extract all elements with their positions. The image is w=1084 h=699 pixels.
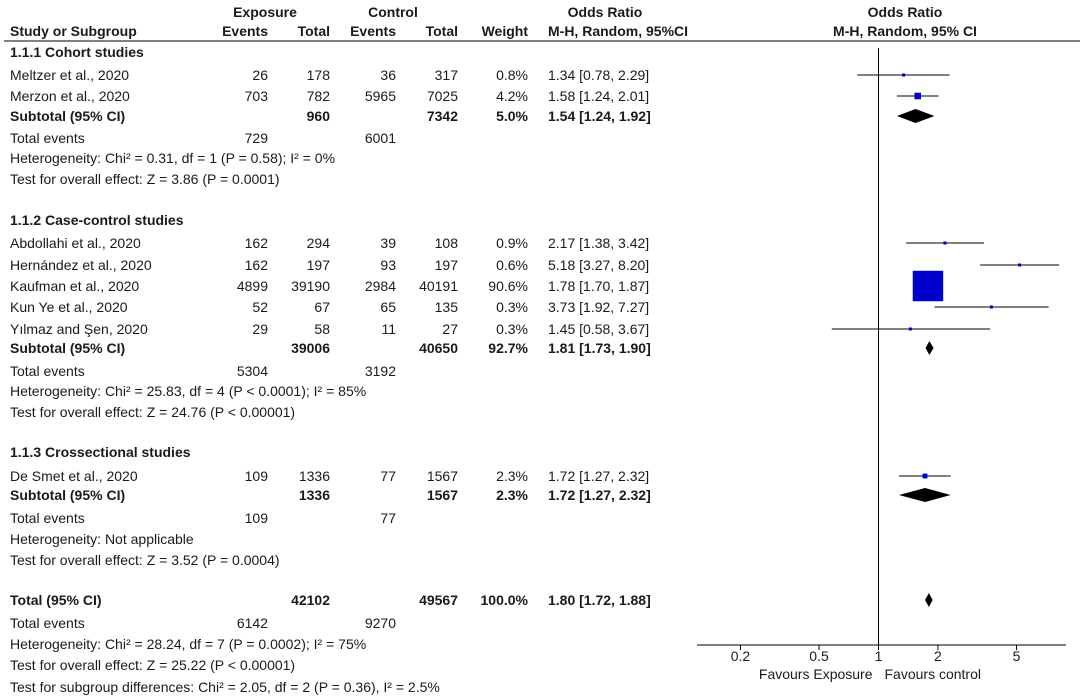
overall-total-weight: 100.0%	[480, 592, 528, 608]
subtotal-diamond	[926, 341, 934, 355]
exposure-events: 703	[244, 88, 268, 104]
total-events-control: 77	[380, 510, 396, 526]
heterogeneity-text: Heterogeneity: Chi² = 25.83, df = 4 (P < 0.0001); I² = 85%	[10, 383, 367, 399]
odds-ratio-method-header: M-H, Random, 95%CI	[548, 23, 689, 39]
study-name: Yılmaz and Şen, 2020	[10, 321, 148, 337]
subtotal-ci: 1.72 [1.27, 2.32]	[548, 487, 651, 503]
study-weight: 4.2%	[496, 88, 528, 104]
total-events-control: 9270	[364, 615, 396, 631]
exposure-events: 26	[252, 67, 268, 83]
overall-effect-text: Test for overall effect: Z = 24.76 (P < 0.00001)	[10, 404, 296, 420]
subtotal-control-total: 1567	[426, 487, 458, 503]
x-tick-label: 5	[1012, 648, 1021, 664]
control-total-header: Total	[425, 23, 458, 39]
total-events-label: Total events	[10, 363, 85, 379]
exposure-total: 67	[314, 299, 330, 315]
total-events-control: 3192	[364, 363, 396, 379]
exposure-events: 52	[252, 299, 268, 315]
odds-ratio-header: Odds Ratio	[567, 4, 643, 20]
exposure-total: 39190	[291, 278, 330, 294]
study-ci: 1.58 [1.24, 2.01]	[548, 88, 650, 104]
exposure-events: 29	[252, 321, 268, 337]
exposure-total: 58	[314, 321, 330, 337]
total-events-control: 6001	[364, 130, 396, 146]
study-weight: 0.3%	[496, 299, 528, 315]
subtotal-control-total: 7342	[426, 108, 458, 124]
exposure-events: 162	[244, 257, 268, 273]
plot-odds-ratio-header: Odds Ratio	[867, 4, 943, 20]
control-total: 197	[434, 257, 458, 273]
study-name: Kaufman et al., 2020	[10, 278, 140, 294]
control-total: 108	[434, 235, 458, 251]
study-weight: 90.6%	[488, 278, 528, 294]
heterogeneity-text: Heterogeneity: Not applicable	[10, 531, 194, 547]
exposure-total-header: Total	[297, 23, 330, 39]
exposure-events-header: Events	[222, 23, 268, 39]
subtotal-label: Subtotal (95% CI)	[10, 487, 126, 503]
overall-effect-text: Test for overall effect: Z = 3.86 (P = 0.0001)	[10, 171, 280, 187]
control-events: 77	[380, 468, 396, 484]
study-name: Abdollahi et al., 2020	[10, 235, 141, 251]
study-column-header: Study or Subgroup	[10, 23, 137, 39]
favours-control-label: Favours control	[884, 666, 981, 682]
control-total: 7025	[426, 88, 458, 104]
overall-total-diamond	[925, 593, 933, 607]
control-total: 317	[434, 67, 458, 83]
overall-effect-text: Test for overall effect: Z = 25.22 (P < 0.00001)	[10, 657, 296, 673]
total-events-exposure: 6142	[236, 615, 268, 631]
exposure-events: 4899	[236, 278, 268, 294]
point-estimate-marker	[913, 271, 943, 301]
overall-effect-text: Test for overall effect: Z = 3.52 (P = 0.0004)	[10, 552, 280, 568]
control-total: 1567	[426, 468, 458, 484]
point-estimate-marker	[909, 328, 912, 331]
overall-total-label: Total (95% CI)	[10, 592, 102, 608]
study-name: Kun Ye et al., 2020	[10, 299, 128, 315]
heterogeneity-text: Heterogeneity: Chi² = 28.24, df = 7 (P = 0.0002); I² = 75%	[10, 636, 367, 652]
subtotal-diamond	[897, 109, 935, 123]
subtotal-label: Subtotal (95% CI)	[10, 340, 126, 356]
study-weight: 0.9%	[496, 235, 528, 251]
study-weight: 2.3%	[496, 468, 528, 484]
control-events: 5965	[364, 88, 396, 104]
subgroup-title: 1.1.1 Cohort studies	[10, 44, 144, 60]
plot-method-header: M-H, Random, 95% CI	[833, 23, 977, 39]
subtotal-control-total: 40650	[419, 340, 458, 356]
total-events-exposure: 729	[244, 130, 268, 146]
point-estimate-marker	[923, 474, 928, 479]
study-name: De Smet et al., 2020	[10, 468, 138, 484]
total-events-exposure: 5304	[236, 363, 268, 379]
study-ci: 1.72 [1.27, 2.32]	[548, 468, 650, 484]
study-name: Hernández et al., 2020	[10, 257, 152, 273]
point-estimate-marker	[902, 74, 905, 77]
subtotal-exposure-total: 960	[306, 108, 330, 124]
point-estimate-marker	[1018, 264, 1021, 267]
x-tick-label: 0.5	[809, 648, 829, 664]
subtotal-label: Subtotal (95% CI)	[10, 108, 126, 124]
control-total: 27	[442, 321, 458, 337]
control-events: 93	[380, 257, 396, 273]
exposure-total: 197	[306, 257, 330, 273]
control-total: 40191	[419, 278, 458, 294]
study-ci: 5.18 [3.27, 8.20]	[548, 257, 650, 273]
study-ci: 1.34 [0.78, 2.29]	[548, 67, 650, 83]
total-events-label: Total events	[10, 130, 85, 146]
subtotal-exposure-total: 39006	[291, 340, 330, 356]
subgroup-differences-text: Test for subgroup differences: Chi² = 2.05, df = 2 (P = 0.36), I² = 2.5%	[10, 679, 440, 695]
study-weight: 0.6%	[496, 257, 528, 273]
subtotal-ci: 1.81 [1.73, 1.90]	[548, 340, 651, 356]
control-header: Control	[368, 4, 418, 20]
study-name: Meltzer et al., 2020	[10, 67, 130, 83]
exposure-total: 178	[306, 67, 330, 83]
study-weight: 0.3%	[496, 321, 528, 337]
overall-total-ci: 1.80 [1.72, 1.88]	[548, 592, 651, 608]
x-tick-label: 0.2	[730, 648, 751, 664]
total-events-label: Total events	[10, 510, 85, 526]
weight-header: Weight	[481, 23, 528, 39]
study-weight: 0.8%	[496, 67, 528, 83]
total-events-exposure: 109	[244, 510, 268, 526]
subgroup-title: 1.1.3 Crossectional studies	[10, 444, 191, 460]
study-ci: 2.17 [1.38, 3.42]	[548, 235, 650, 251]
subtotal-exposure-total: 1336	[298, 487, 330, 503]
point-estimate-marker	[914, 93, 921, 100]
subtotal-diamond	[899, 488, 951, 502]
subtotal-weight: 2.3%	[496, 487, 528, 503]
total-events-label: Total events	[10, 615, 85, 631]
exposure-events: 162	[244, 235, 268, 251]
control-events: 65	[380, 299, 396, 315]
point-estimate-marker	[990, 306, 993, 309]
exposure-total: 1336	[298, 468, 330, 484]
control-events: 2984	[364, 278, 396, 294]
study-name: Merzon et al., 2020	[10, 88, 130, 104]
exposure-header: Exposure	[233, 4, 297, 20]
subgroup-title: 1.1.2 Case-control studies	[10, 212, 184, 228]
study-ci: 1.78 [1.70, 1.87]	[548, 278, 650, 294]
x-tick-label: 1	[874, 648, 883, 664]
study-ci: 3.73 [1.92, 7.27]	[548, 299, 650, 315]
favours-exposure-label: Favours Exposure	[758, 666, 873, 682]
point-estimate-marker	[943, 241, 946, 244]
study-ci: 1.45 [0.58, 3.67]	[548, 321, 650, 337]
exposure-total: 782	[306, 88, 330, 104]
subtotal-ci: 1.54 [1.24, 1.92]	[548, 108, 651, 124]
overall-total-exposure-total: 42102	[291, 592, 330, 608]
subtotal-weight: 92.7%	[488, 340, 528, 356]
exposure-total: 294	[306, 235, 330, 251]
overall-total-control-total: 49567	[419, 592, 458, 608]
control-events: 11	[381, 321, 396, 337]
exposure-events: 109	[244, 468, 268, 484]
control-total: 135	[434, 299, 458, 315]
heterogeneity-text: Heterogeneity: Chi² = 0.31, df = 1 (P = 0.58); I² = 0%	[10, 150, 336, 166]
subtotal-weight: 5.0%	[496, 108, 528, 124]
control-events: 39	[380, 235, 396, 251]
control-events-header: Events	[350, 23, 396, 39]
x-tick-label: 2	[934, 648, 942, 664]
control-events: 36	[380, 67, 396, 83]
